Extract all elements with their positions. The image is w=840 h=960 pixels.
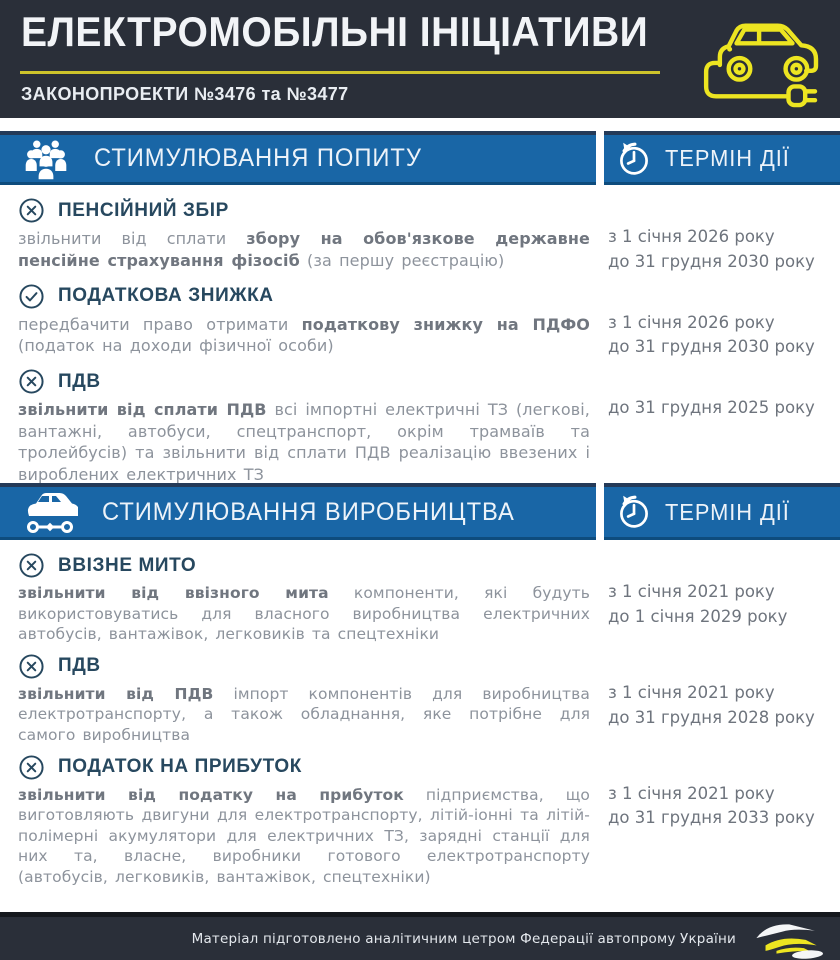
check-circle-icon <box>18 283 45 310</box>
item-description: звільнити від ввізного мита компоненти, які будуть використовуватись для власного виробництва електричних автобусів, вантажівок, легковиків та спецтехніки <box>18 584 590 644</box>
section2-term-label: ТЕРМІН ДІЇ <box>665 498 790 525</box>
section1-title-bar <box>0 131 596 185</box>
item-term-dates: з 1 січня 2021 року до 31 грудня 2028 року <box>608 682 815 727</box>
autoprom-car-logo <box>750 918 834 960</box>
item-term-dates: з 1 січня 2026 року до 31 грудня 2030 року <box>608 312 815 357</box>
footer-bar <box>0 912 840 960</box>
x-circle-icon <box>18 368 45 395</box>
spacer <box>0 118 840 131</box>
section2-title: СТИМУЛЮВАННЯ ВИРОБНИЦТВА <box>102 497 515 526</box>
section1-term-bar <box>604 131 840 185</box>
section1-header-bar <box>0 131 840 185</box>
item-description: звільнити від ПДВ імпорт компонентів для виробництва електротранспорту, а також обладнання, яке потрібне для самого виробництва <box>18 684 590 745</box>
section2-title-bar <box>0 483 596 540</box>
list-item <box>18 283 840 361</box>
clock-timer-icon <box>616 493 652 531</box>
item-heading: ПДВ <box>58 370 101 392</box>
item-term-dates: з 1 січня 2026 року до 31 грудня 2030 року <box>608 227 815 271</box>
x-circle-icon <box>18 197 45 224</box>
section2-term-bar <box>604 483 840 540</box>
item-heading: ПДВ <box>58 655 101 677</box>
item-term-dates: до 31 грудня 2025 року <box>608 398 815 417</box>
item-description: звільнити від податку на прибуток підприємства, що виготовляють двигуни для електротранспорту, літій-іонні та літій-полімерні акумулятори для електричних ТЗ, зарядні станції для них та, власне, виробники готового електротранспорту (автобусів, легковиків, вантажівок, спецтехніки) <box>18 785 590 887</box>
header-banner <box>0 0 840 118</box>
list-item <box>18 653 840 746</box>
page-title: ЕЛЕКТРОМОБІЛЬНІ ІНІЦІАТИВИ <box>21 8 649 55</box>
section2-header-bar <box>0 483 840 540</box>
list-item <box>18 754 840 888</box>
people-group-icon <box>22 138 70 180</box>
yellow-divider <box>20 71 660 74</box>
x-circle-icon <box>18 653 45 680</box>
x-circle-icon <box>18 552 45 579</box>
item-description: звільнити від сплати ПДВ всі імпортні електричні ТЗ (легкові, вантажні, автобуси, спецтранспорт, окрім трамваїв та тролейбусів) та звільнити від сплати ПДВ реалізацію ввезених і вироблених електричних ТЗ <box>18 400 590 483</box>
car-chassis-icon <box>22 489 78 535</box>
x-circle-icon <box>18 754 45 781</box>
footer-credit: Матеріал підготовлено аналітичним цетром Федерації автопрому України <box>191 930 736 947</box>
item-description: звільнити від сплати збору на обов'язкове державне пенсійне страхування фізосіб (за першу реєстрацію) <box>18 229 590 270</box>
subtitle-bills: ЗАКОНОПРОЕКТИ №3476 та №3477 <box>21 84 349 104</box>
section1-term-label: ТЕРМІН ДІЇ <box>665 145 790 171</box>
item-heading: ПОДАТКОВА ЗНИЖКА <box>58 285 274 306</box>
list-item <box>18 197 840 275</box>
section2-content <box>0 540 840 912</box>
item-term-dates: з 1 січня 2021 року до 31 грудня 2033 року <box>608 783 815 828</box>
electric-car-plug-icon <box>700 8 828 110</box>
item-heading: ПЕНСІЙНИЙ ЗБІР <box>58 199 229 221</box>
section1-content <box>0 185 840 483</box>
item-heading: ПОДАТОК НА ПРИБУТОК <box>58 756 302 778</box>
list-item <box>18 552 840 645</box>
item-description: передбачити право отримати податкову знижку на ПДФО (податок на доходи фізичної особи) <box>18 314 591 356</box>
item-heading: ВВІЗНЕ МИТО <box>58 554 197 576</box>
clock-timer-icon <box>616 140 652 178</box>
list-item <box>18 368 840 483</box>
section1-title: СТИМУЛЮВАННЯ ПОПИТУ <box>94 144 422 172</box>
item-term-dates: з 1 січня 2021 року до 1 січня 2029 року <box>608 582 788 626</box>
